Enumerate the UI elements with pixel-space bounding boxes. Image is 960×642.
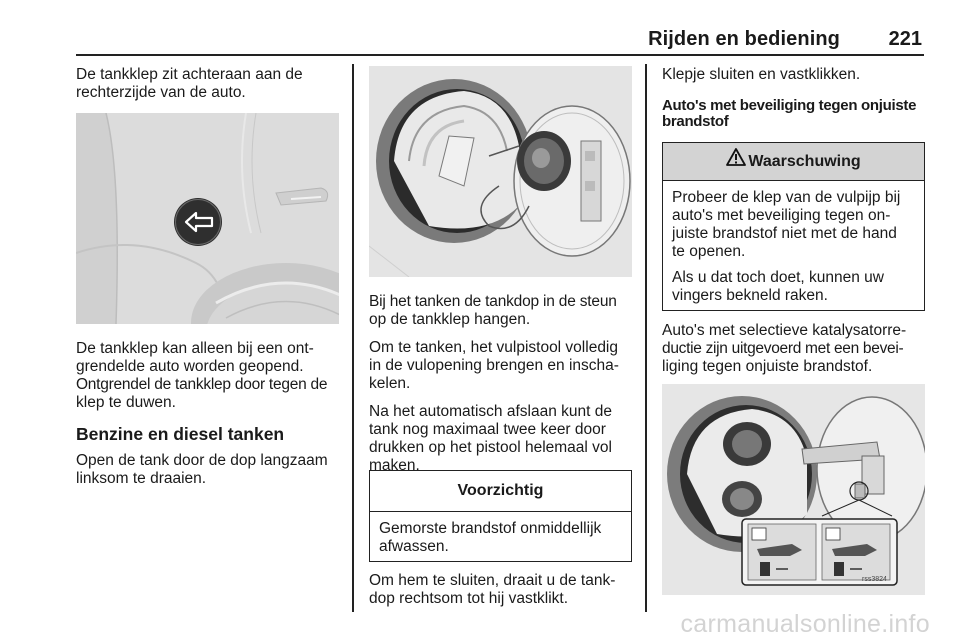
text-line: afwassen. <box>379 538 449 555</box>
col1-open-text <box>76 452 344 488</box>
text-line: linksom te draaien. <box>76 470 207 487</box>
text-line: Probeer de klep van de vulpijp bij <box>672 189 901 206</box>
text-line: Auto's met selectieve katalysatorre- <box>662 322 907 339</box>
col1-intro <box>76 66 344 102</box>
text-line: dop rechtsom tot hij vastklikt. <box>369 590 568 607</box>
text-line: Ontgrendel de tankklep door tegen de <box>76 376 328 393</box>
page-number: 221 <box>888 28 922 50</box>
text-line: in de vulopening brengen en inscha- <box>369 357 619 374</box>
col2-text-block <box>369 293 639 475</box>
text-line: De tankklep kan alleen bij een ont- <box>76 340 314 357</box>
text-line: Na het automatisch afslaan kunt de <box>369 403 612 420</box>
text-line: De tankklep zit achteraan aan de <box>76 66 303 83</box>
text-line: tank nog maximaal twee keer door <box>369 421 606 438</box>
text-line: klep te duwen. <box>76 394 176 411</box>
section-heading-misfuel <box>662 98 932 130</box>
heading-line: Auto's met beveiliging tegen onjuiste <box>662 97 917 114</box>
text-line: juiste brandstof niet met de hand <box>672 225 897 242</box>
col1-unlock-text <box>76 340 344 412</box>
header-divider <box>76 54 924 56</box>
image-code: rss3824 <box>862 576 887 583</box>
text-line: Bij het tanken de tankdop in de steun <box>369 293 617 310</box>
text-line: op de tankklep hangen. <box>369 311 531 328</box>
text-line: kelen. <box>369 375 411 392</box>
text-line: Om hem te sluiten, draait u de tank- <box>369 572 616 589</box>
warning-triangle-icon <box>726 143 746 180</box>
text-line: Open de tank door de dop langzaam <box>76 452 328 469</box>
page-section-title: Rijden en bediening <box>648 28 840 50</box>
section-heading-refuel: Benzine en diesel tanken <box>76 424 285 444</box>
warning-box <box>662 142 925 311</box>
fuel-flap-location-illustration <box>76 113 339 324</box>
column-divider-2 <box>645 64 647 612</box>
text-line: rechterzijde van de auto. <box>76 84 246 101</box>
text-line: te openen. <box>672 243 746 260</box>
heading-line: brandstof <box>662 113 729 130</box>
text-line: Om te tanken, het vulpistool volledig <box>369 339 618 356</box>
text-line: drukken op het pistool helemaal vol <box>369 439 612 456</box>
misfuel-protection-illustration <box>662 384 925 595</box>
text-line: auto's met beveiliging tegen on- <box>672 207 891 224</box>
warning-title: Waarschuwing <box>748 153 861 170</box>
caution-title: Voorzichtig <box>370 471 631 512</box>
text-line: Gemorste brandstof onmiddellijk <box>379 520 602 537</box>
col2-close-text <box>369 572 639 608</box>
caution-box <box>369 470 632 562</box>
text-line: vingers bekneld raken. <box>672 287 828 304</box>
fuel-cap-hanging-illustration <box>369 66 632 277</box>
column-divider-1 <box>352 64 354 612</box>
text-line: grendelde auto worden geopend. <box>76 358 304 375</box>
text-line: liging tegen onjuiste brandstof. <box>662 358 873 375</box>
site-watermark: carmanualsonline.info <box>680 610 930 638</box>
text-line: maken. <box>369 457 420 474</box>
text-line: Als u dat toch doet, kunnen uw <box>672 269 884 286</box>
col3-close-flap-text <box>662 66 932 84</box>
warning-header <box>663 143 924 181</box>
col3-scr-text <box>662 322 932 376</box>
text-line: ductie zijn uitgevoerd met een bevei- <box>662 340 904 357</box>
text-line: Klepje sluiten en vastklikken. <box>662 66 861 83</box>
